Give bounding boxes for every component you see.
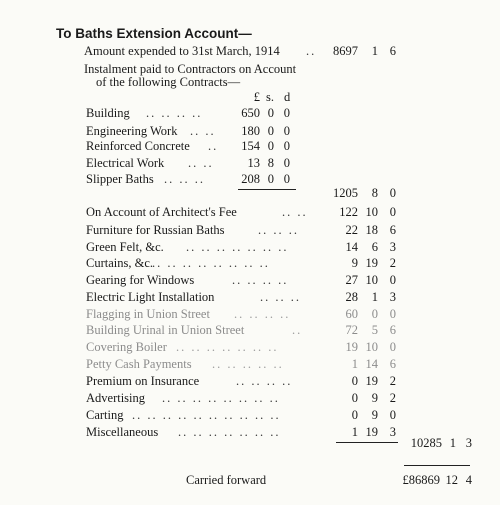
item-shillings: 10: [365, 273, 378, 287]
item-pounds: 9: [351, 256, 358, 270]
item-pence: 0: [389, 340, 396, 354]
item-pounds: 122: [339, 205, 358, 219]
item-pounds: 27: [345, 273, 358, 287]
contract-pounds: 208: [241, 172, 260, 186]
items-total-pence: 3: [465, 436, 472, 450]
item-shillings: 10: [365, 205, 378, 219]
contract-shillings: 0: [267, 172, 274, 186]
instalment-line-1: Instalment paid to Contractors on Account: [84, 62, 297, 76]
item-pence: 2: [389, 391, 396, 405]
col-header-shillings: s.: [266, 90, 274, 104]
amount-expended-label: Amount expended to 31st March, 1914: [84, 44, 280, 58]
contracts-subtotal-pounds: 1205: [333, 186, 358, 200]
contract-label: Reinforced Concrete: [86, 139, 190, 153]
contract-label: Engineering Work: [86, 124, 178, 138]
item-shillings: 19: [365, 256, 378, 270]
item-label: Petty Cash Payments: [86, 357, 192, 371]
item-label: Green Felt, &c.: [86, 240, 164, 254]
item-pence: 3: [389, 240, 396, 254]
item-pence: 6: [389, 223, 396, 237]
contract-pence: 0: [283, 156, 290, 170]
leader-dots: .. .. .. .. .. .. .. ..: [152, 256, 270, 270]
contracts-subtotal-shillings: 8: [371, 186, 378, 200]
contract-pounds: 180: [241, 124, 260, 138]
col-header-pounds: £: [253, 90, 260, 104]
item-label: Flagging in Union Street: [86, 307, 210, 321]
leader-dots: .. .. .. ..: [146, 106, 203, 120]
contract-pence: 0: [283, 124, 290, 138]
item-label: Gearing for Windows: [86, 273, 195, 287]
item-pence: 2: [389, 256, 396, 270]
amount-expended-shillings: 1: [371, 44, 378, 58]
carried-forward-label: Carried forward: [186, 473, 267, 487]
leader-dots: .. ..: [282, 205, 308, 219]
contract-shillings: 8: [267, 156, 274, 170]
item-label: Building Urinal in Union Street: [86, 323, 245, 337]
item-shillings: 5: [371, 323, 378, 337]
carried-forward-pence: 4: [465, 473, 472, 487]
leader-dots: .. .. ..: [260, 290, 301, 304]
contract-pence: 0: [283, 172, 290, 186]
item-pounds: 72: [345, 323, 358, 337]
item-shillings: 6: [371, 240, 378, 254]
leader-dots: ..: [292, 323, 303, 337]
item-shillings: 18: [365, 223, 378, 237]
leader-dots: .. .. .. ..: [234, 307, 291, 321]
leader-dots: .. .. .. .. .. .. ..: [178, 425, 281, 439]
leader-dots: .. .. .. .. .. .. .. .. .. ..: [132, 408, 281, 422]
carried-forward-rule: [404, 465, 470, 466]
item-label: Premium on Insurance: [86, 374, 200, 388]
contract-label: Slipper Baths: [86, 172, 154, 186]
instalment-line-2: of the following Contracts—: [96, 75, 241, 89]
total-rule: [336, 442, 398, 443]
item-label: On Account of Architect's Fee: [86, 205, 237, 219]
contract-pounds: 13: [247, 156, 260, 170]
item-shillings: 1: [371, 290, 378, 304]
item-shillings: 14: [365, 357, 378, 371]
leader-dots: .. .. ..: [258, 223, 299, 237]
item-label: Furniture for Russian Baths: [86, 223, 225, 237]
item-pence: 3: [389, 425, 396, 439]
item-pence: 2: [389, 374, 396, 388]
leader-dots: .. ..: [190, 124, 216, 138]
col-header-pence: d: [284, 90, 291, 104]
contract-label: Building: [86, 106, 130, 120]
amount-expended-pence: 6: [389, 44, 396, 58]
contract-pence: 0: [283, 139, 290, 153]
item-pounds: 0: [351, 374, 358, 388]
contract-label: Electrical Work: [86, 156, 165, 170]
item-shillings: 9: [371, 408, 378, 422]
item-pounds: 19: [345, 340, 358, 354]
item-shillings: 0: [371, 307, 378, 321]
carried-forward-pounds: £86869: [402, 473, 440, 487]
amount-expended-pounds: 8697: [333, 44, 358, 58]
item-pence: 0: [389, 205, 396, 219]
leader-dots: ..: [306, 44, 317, 58]
item-shillings: 19: [365, 425, 378, 439]
item-pounds: 1: [351, 425, 358, 439]
contract-shillings: 0: [267, 106, 274, 120]
item-pence: 6: [389, 323, 396, 337]
contract-pounds: 650: [241, 106, 260, 120]
item-label: Curtains, &c.: [86, 256, 154, 270]
item-pounds: 0: [351, 408, 358, 422]
item-pounds: 1: [351, 357, 358, 371]
item-pence: 0: [389, 408, 396, 422]
item-pounds: 14: [345, 240, 358, 254]
items-total-pounds: 10285: [410, 436, 442, 450]
items-total-shillings: 1: [449, 436, 456, 450]
item-label: Miscellaneous: [86, 425, 159, 439]
contract-shillings: 0: [267, 139, 274, 153]
leader-dots: .. ..: [188, 156, 214, 170]
contract-pence: 0: [283, 106, 290, 120]
item-pence: 0: [389, 307, 396, 321]
item-pence: 3: [389, 290, 396, 304]
subtotal-rule: [238, 189, 296, 190]
leader-dots: .. .. .. ..: [236, 374, 293, 388]
item-pence: 0: [389, 273, 396, 287]
item-shillings: 9: [371, 391, 378, 405]
item-shillings: 10: [365, 340, 378, 354]
item-shillings: 19: [365, 374, 378, 388]
leader-dots: .. .. ..: [164, 172, 205, 186]
contracts-subtotal-pence: 0: [389, 186, 396, 200]
contract-shillings: 0: [267, 124, 274, 138]
item-pounds: 28: [345, 290, 358, 304]
carried-forward-shillings: 12: [445, 473, 458, 487]
leader-dots: .. .. .. .. ..: [212, 357, 284, 371]
contract-pounds: 154: [241, 139, 260, 153]
leader-dots: .. .. .. ..: [232, 273, 289, 287]
item-pence: 6: [389, 357, 396, 371]
item-label: Carting: [86, 408, 124, 422]
item-pounds: 0: [351, 391, 358, 405]
item-label: Covering Boiler: [86, 340, 167, 354]
leader-dots: ..: [208, 139, 219, 153]
leader-dots: .. .. .. .. .. .. .. ..: [162, 391, 280, 405]
page-heading: To Baths Extension Account—: [56, 26, 252, 41]
leader-dots: .. .. .. .. .. .. ..: [186, 240, 289, 254]
item-label: Advertising: [86, 391, 146, 405]
leader-dots: .. .. .. .. .. .. ..: [176, 340, 279, 354]
item-pounds: 22: [345, 223, 358, 237]
item-label: Electric Light Installation: [86, 290, 215, 304]
item-pounds: 60: [345, 307, 358, 321]
